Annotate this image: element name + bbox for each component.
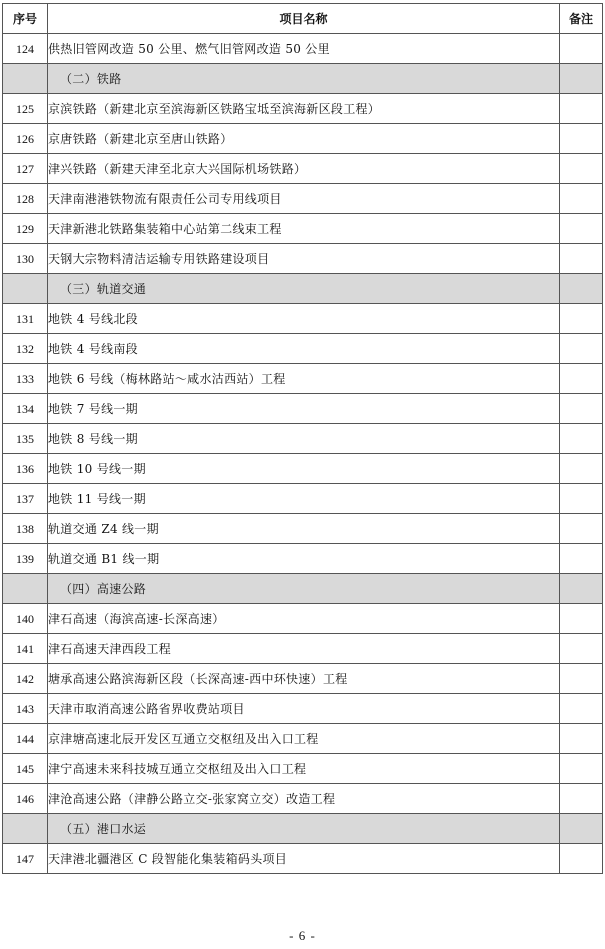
- table-row: [3, 784, 603, 814]
- project-name: 津石高速天津西段工程: [48, 634, 560, 664]
- row-remarks: [560, 544, 603, 574]
- row-remarks: [560, 244, 603, 274]
- table-row: [3, 604, 603, 634]
- row-remarks: [560, 454, 603, 484]
- row-number: 135: [3, 424, 48, 454]
- project-name: 地铁 11 号线一期: [48, 484, 560, 514]
- table-row: [3, 454, 603, 484]
- section-row: [3, 814, 603, 844]
- row-remarks: [560, 784, 603, 814]
- project-name: 津兴铁路（新建天津至北京大兴国际机场铁路）: [48, 154, 560, 184]
- row-remarks: [560, 814, 603, 844]
- row-remarks: [560, 34, 603, 64]
- row-remarks: [560, 424, 603, 454]
- section-row: [3, 64, 603, 94]
- project-table: [2, 3, 603, 874]
- header-remarks: 备注: [560, 4, 603, 34]
- table-row: [3, 184, 603, 214]
- row-number: 138: [3, 514, 48, 544]
- project-name: 津石高速（海滨高速-长深高速）: [48, 604, 560, 634]
- row-remarks: [560, 844, 603, 874]
- row-number: 137: [3, 484, 48, 514]
- project-name: 津宁高速未来科技城互通立交枢纽及出入口工程: [48, 754, 560, 784]
- row-number: 143: [3, 694, 48, 724]
- table-row: [3, 304, 603, 334]
- table-row: [3, 124, 603, 154]
- project-name: 地铁 8 号线一期: [48, 424, 560, 454]
- row-remarks: [560, 184, 603, 214]
- row-number: [3, 64, 48, 94]
- row-remarks: [560, 334, 603, 364]
- row-remarks: [560, 514, 603, 544]
- row-number: 129: [3, 214, 48, 244]
- table-row: [3, 694, 603, 724]
- section-title: （二）铁路: [48, 64, 560, 94]
- row-number: 128: [3, 184, 48, 214]
- project-name: 地铁 6 号线（梅林路站～咸水沽西站）工程: [48, 364, 560, 394]
- row-remarks: [560, 214, 603, 244]
- section-row: [3, 274, 603, 304]
- page-number: - 6 -: [289, 928, 316, 943]
- table-row: [3, 334, 603, 364]
- project-name: 天津市取消高速公路省界收费站项目: [48, 694, 560, 724]
- row-number: 139: [3, 544, 48, 574]
- section-row: [3, 574, 603, 604]
- table-row: [3, 244, 603, 274]
- table-row: [3, 844, 603, 874]
- project-name: 塘承高速公路滨海新区段（长深高速-西中环快速）工程: [48, 664, 560, 694]
- row-remarks: [560, 64, 603, 94]
- row-number: 145: [3, 754, 48, 784]
- row-remarks: [560, 724, 603, 754]
- project-name: 京唐铁路（新建北京至唐山铁路）: [48, 124, 560, 154]
- table-row: [3, 484, 603, 514]
- project-name: 地铁 10 号线一期: [48, 454, 560, 484]
- row-number: 146: [3, 784, 48, 814]
- row-number: 132: [3, 334, 48, 364]
- project-name: 津沧高速公路（津静公路立交-张家窝立交）改造工程: [48, 784, 560, 814]
- table-row: [3, 634, 603, 664]
- table-header-row: [3, 4, 603, 34]
- row-remarks: [560, 694, 603, 724]
- table-row: [3, 664, 603, 694]
- row-remarks: [560, 664, 603, 694]
- row-remarks: [560, 274, 603, 304]
- row-remarks: [560, 94, 603, 124]
- project-name: 轨道交通 B1 线一期: [48, 544, 560, 574]
- project-name: 天钢大宗物料清洁运输专用铁路建设项目: [48, 244, 560, 274]
- table-row: [3, 214, 603, 244]
- row-number: 140: [3, 604, 48, 634]
- row-number: [3, 274, 48, 304]
- row-remarks: [560, 124, 603, 154]
- row-remarks: [560, 604, 603, 634]
- row-number: 125: [3, 94, 48, 124]
- row-number: 141: [3, 634, 48, 664]
- section-title: （五）港口水运: [48, 814, 560, 844]
- row-remarks: [560, 304, 603, 334]
- table-row: [3, 94, 603, 124]
- row-number: 144: [3, 724, 48, 754]
- row-remarks: [560, 634, 603, 664]
- row-number: 136: [3, 454, 48, 484]
- row-number: 126: [3, 124, 48, 154]
- table-row: [3, 364, 603, 394]
- header-number: 序号: [3, 4, 48, 34]
- project-name: 京滨铁路（新建北京至滨海新区铁路宝坻至滨海新区段工程）: [48, 94, 560, 124]
- table-body: [3, 34, 603, 874]
- table-row: [3, 34, 603, 64]
- row-number: [3, 814, 48, 844]
- table-row: [3, 754, 603, 784]
- row-remarks: [560, 394, 603, 424]
- row-number: 130: [3, 244, 48, 274]
- row-number: 127: [3, 154, 48, 184]
- table-row: [3, 154, 603, 184]
- row-remarks: [560, 484, 603, 514]
- row-number: 133: [3, 364, 48, 394]
- row-number: 147: [3, 844, 48, 874]
- row-remarks: [560, 574, 603, 604]
- table-row: [3, 424, 603, 454]
- row-remarks: [560, 154, 603, 184]
- row-number: 134: [3, 394, 48, 424]
- row-number: 124: [3, 34, 48, 64]
- row-number: 131: [3, 304, 48, 334]
- project-name: 天津南港港铁物流有限责任公司专用线项目: [48, 184, 560, 214]
- row-number: [3, 574, 48, 604]
- table-row: [3, 514, 603, 544]
- project-name: 供热旧管网改造 50 公里、燃气旧管网改造 50 公里: [48, 34, 560, 64]
- project-name: 地铁 4 号线南段: [48, 334, 560, 364]
- project-name: 轨道交通 Z4 线一期: [48, 514, 560, 544]
- project-name: 地铁 7 号线一期: [48, 394, 560, 424]
- row-remarks: [560, 364, 603, 394]
- table-row: [3, 544, 603, 574]
- project-name: 京津塘高速北辰开发区互通立交枢纽及出入口工程: [48, 724, 560, 754]
- table-row: [3, 394, 603, 424]
- header-project-name: 项目名称: [48, 4, 560, 34]
- project-name: 地铁 4 号线北段: [48, 304, 560, 334]
- row-number: 142: [3, 664, 48, 694]
- project-name: 天津新港北铁路集装箱中心站第二线束工程: [48, 214, 560, 244]
- row-remarks: [560, 754, 603, 784]
- table-row: [3, 724, 603, 754]
- section-title: （四）高速公路: [48, 574, 560, 604]
- section-title: （三）轨道交通: [48, 274, 560, 304]
- project-name: 天津港北疆港区 C 段智能化集装箱码头项目: [48, 844, 560, 874]
